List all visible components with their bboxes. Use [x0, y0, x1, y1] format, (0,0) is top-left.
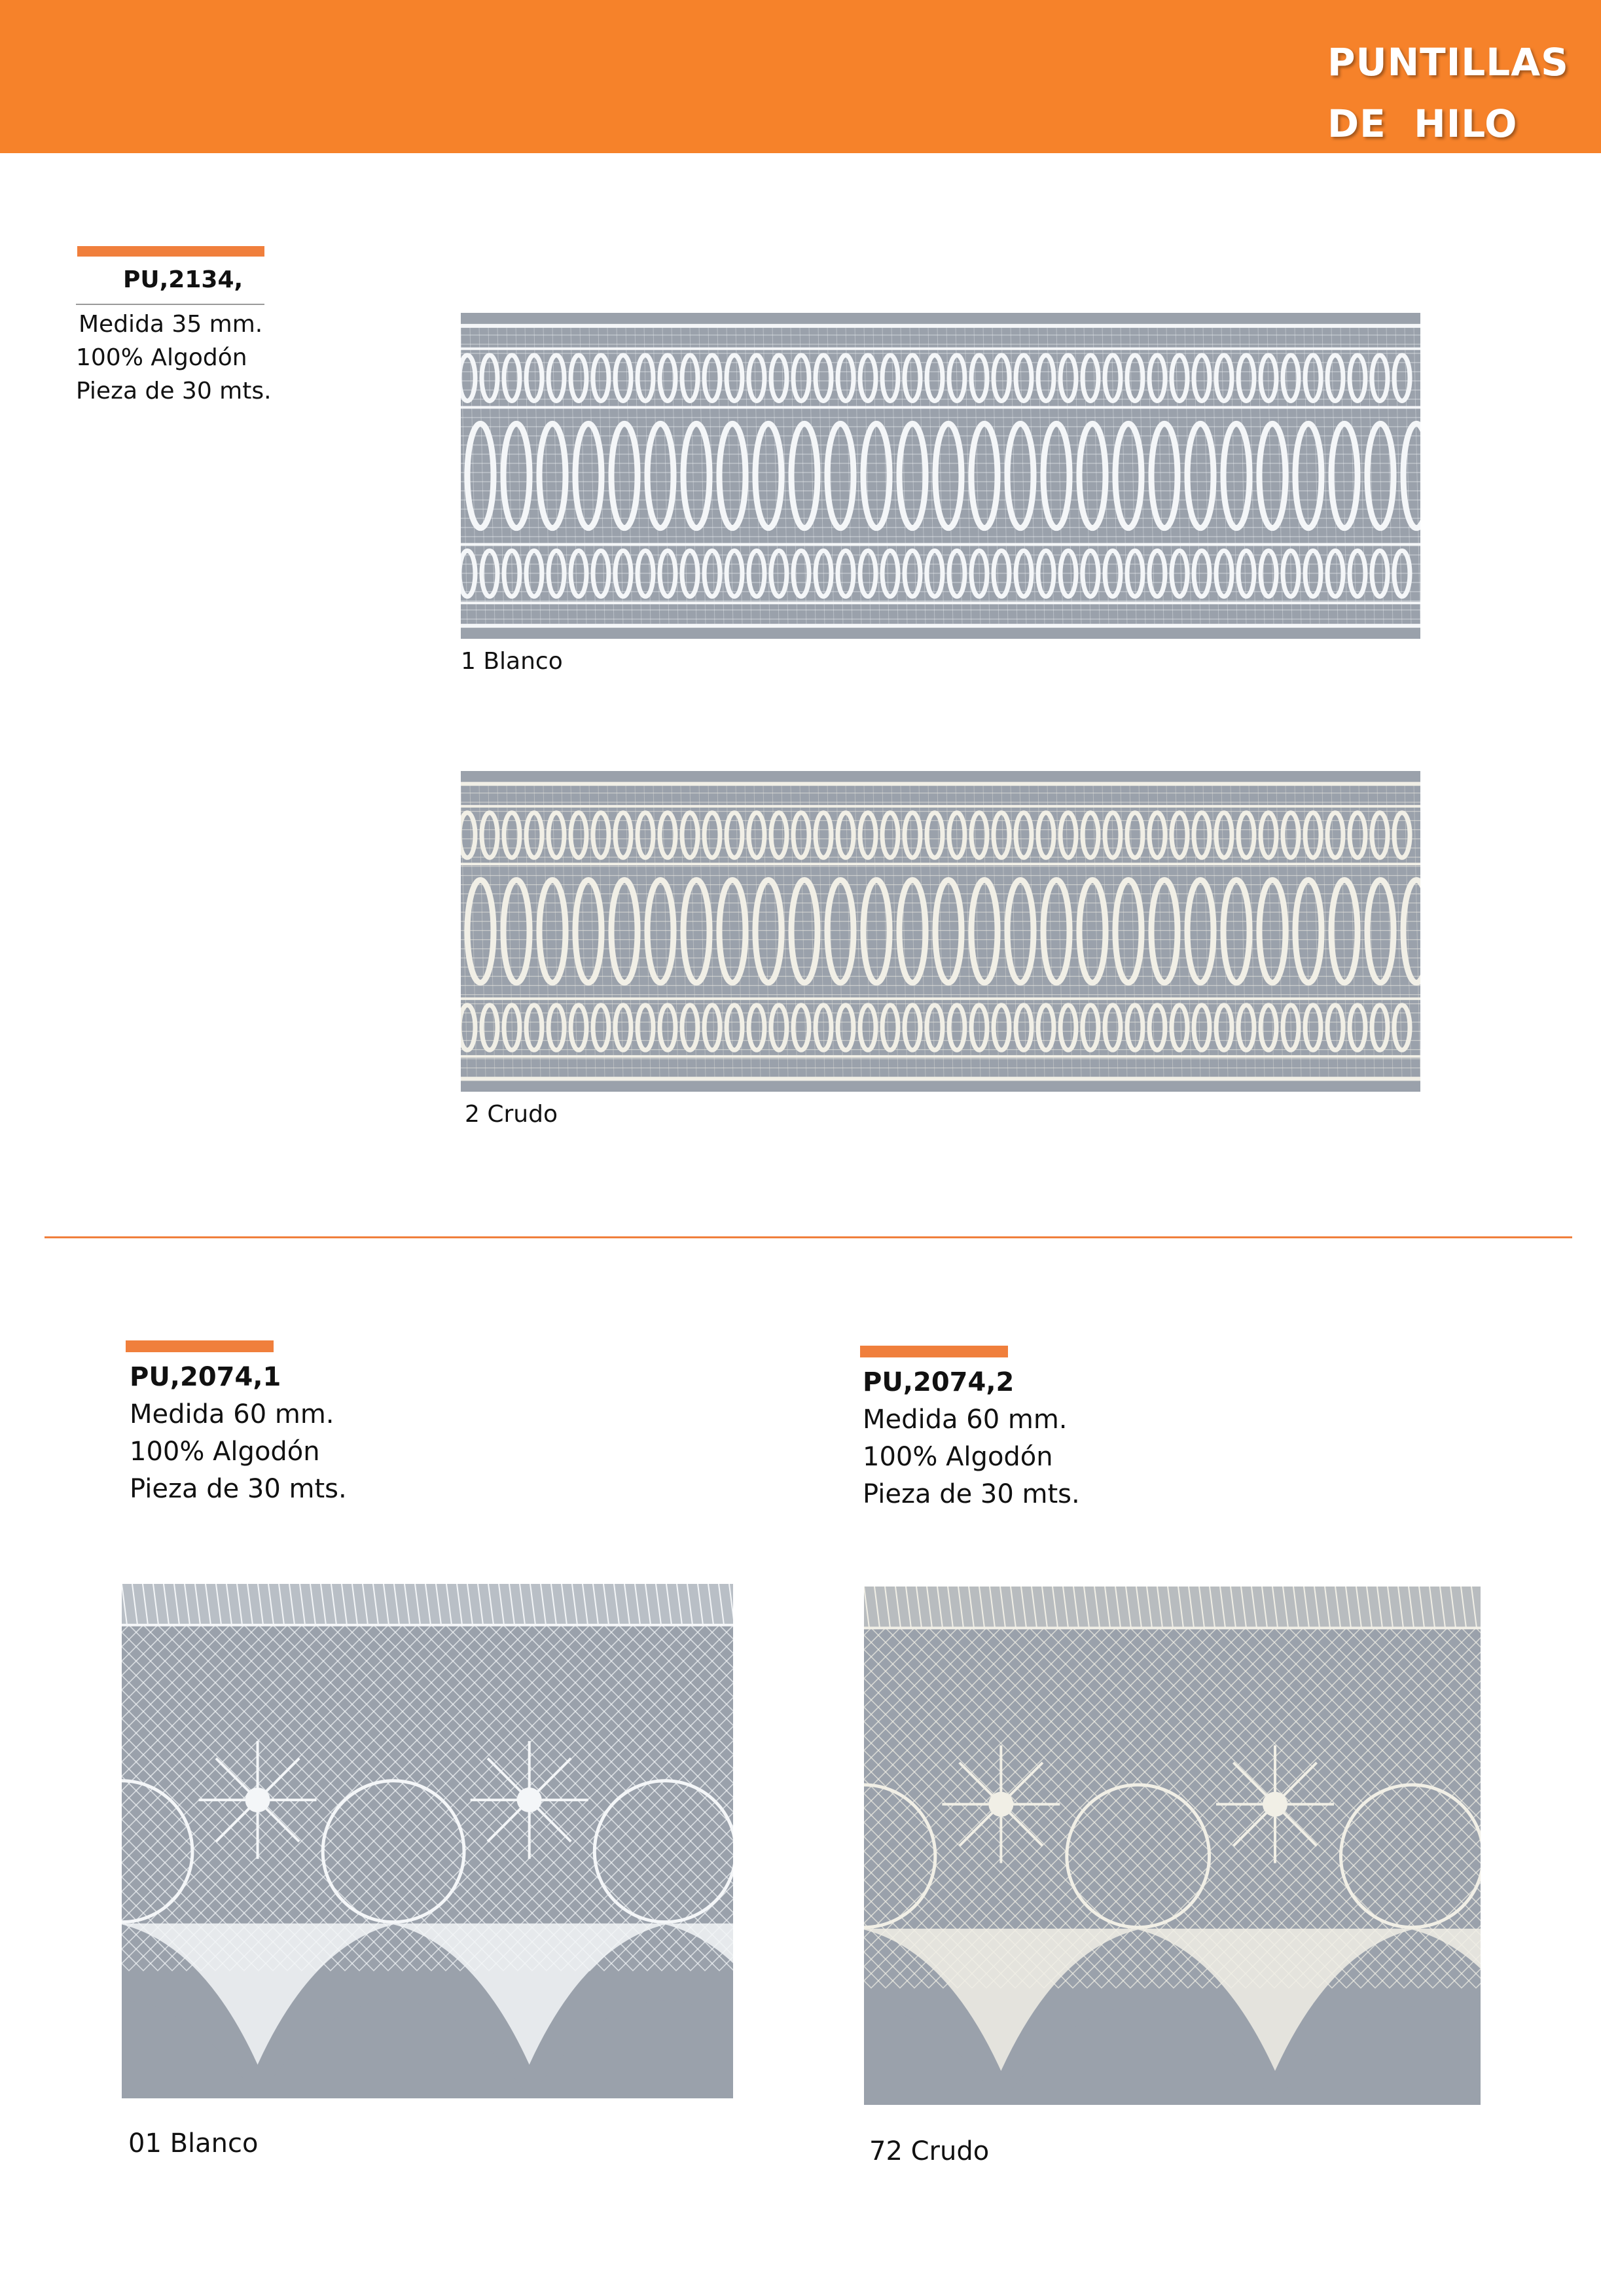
product-material: 100% Algodón — [76, 344, 247, 371]
page-title — [1327, 31, 1589, 154]
page-title-line2: DE HILO — [1327, 101, 1518, 146]
lace-graphic — [122, 1584, 733, 2098]
section-divider — [45, 1236, 1572, 1238]
product-code: PU,2074,2 — [863, 1367, 1015, 1397]
product-material: 100% Algodón — [130, 1437, 320, 1467]
divider-rule — [76, 304, 264, 305]
product-specs-pu2134 — [76, 308, 272, 408]
product-size: Medida 35 mm. — [79, 311, 263, 338]
product-length: Pieza de 30 mts. — [863, 1479, 1080, 1509]
product-length: Pieza de 30 mts. — [130, 1474, 347, 1504]
product-size: Medida 60 mm. — [863, 1405, 1068, 1435]
lace-swatch-2-crudo — [461, 771, 1420, 1092]
swatch-caption: 01 Blanco — [128, 2128, 259, 2159]
product-code: PU,2074,1 — [130, 1362, 281, 1392]
lace-graphic — [461, 771, 1420, 1092]
product-size: Medida 60 mm. — [130, 1399, 334, 1429]
swatch-caption: 2 Crudo — [465, 1101, 558, 1128]
product-length: Pieza de 30 mts. — [76, 378, 272, 404]
swatch-caption: 72 Crudo — [869, 2136, 990, 2166]
product-info-pu2074-1 — [130, 1359, 347, 1508]
page-title-line1: PUNTILLAS — [1327, 40, 1569, 84]
lace-swatch-72-crudo — [864, 1587, 1481, 2105]
product-material: 100% Algodón — [863, 1442, 1053, 1472]
lace-swatch-1-blanco — [461, 313, 1420, 639]
header-banner — [0, 0, 1601, 153]
accent-bar — [126, 1340, 274, 1352]
accent-bar — [77, 246, 264, 257]
lace-swatch-01-blanco — [122, 1584, 733, 2098]
accent-bar — [860, 1346, 1008, 1357]
product-info-pu2134 — [76, 263, 243, 297]
lace-graphic — [461, 313, 1420, 639]
lace-graphic — [864, 1587, 1481, 2105]
swatch-caption: 1 Blanco — [461, 648, 563, 675]
product-code: PU,2134, — [123, 266, 243, 293]
product-info-pu2074-2 — [863, 1364, 1080, 1513]
